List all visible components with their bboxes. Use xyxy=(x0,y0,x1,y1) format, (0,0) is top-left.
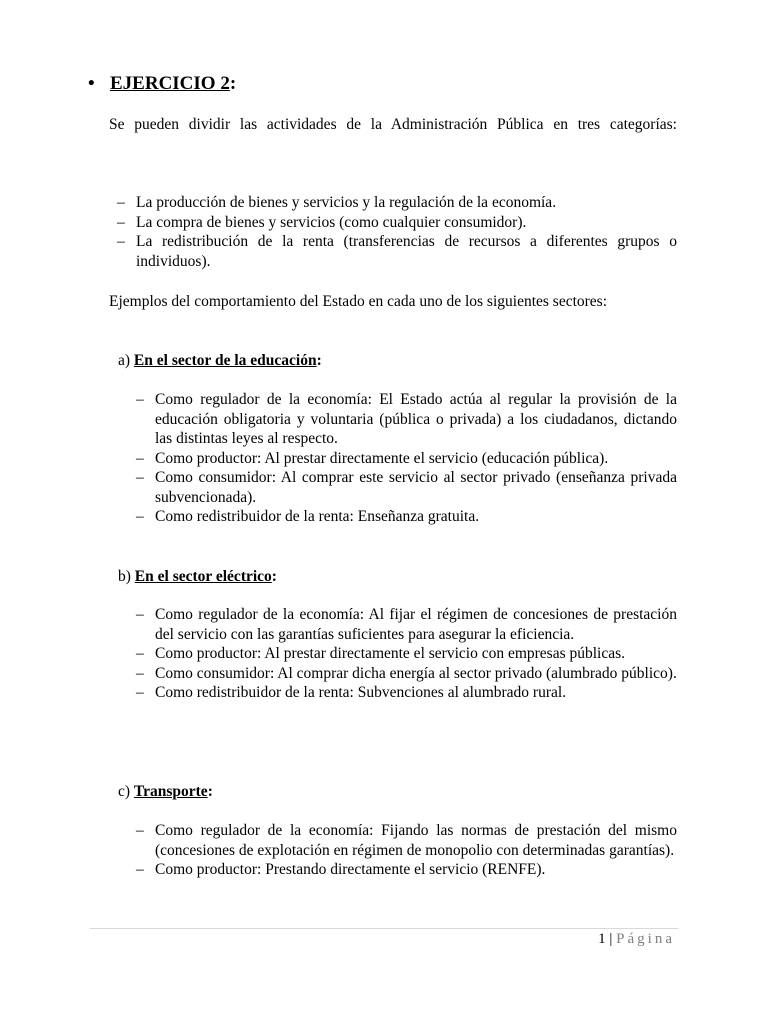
section-colon: : xyxy=(271,568,277,585)
page-label: Página xyxy=(616,931,675,947)
dash-marker: – xyxy=(136,861,144,878)
list-item xyxy=(136,664,677,684)
dash-marker: – xyxy=(117,233,125,250)
section-colon: : xyxy=(207,783,213,800)
dash-marker: – xyxy=(117,213,125,231)
list-item xyxy=(117,193,677,213)
dash-marker: – xyxy=(136,508,144,525)
section-title: En el sector eléctrico xyxy=(134,568,272,585)
electric-list xyxy=(136,605,677,703)
list-item-text: Como regulador de la economía: El Estado actúa al regular la provisión de la educación obligatoria y voluntaria (pública o privada) a los ciudadanos, dictando las distintas leyes al respecto. xyxy=(155,391,677,447)
categories-list xyxy=(117,193,677,271)
list-item-text: La producción de bienes y servicios y la regulación de la economía. xyxy=(136,194,557,211)
section-heading-electric xyxy=(118,567,277,587)
examples-intro-paragraph: Ejemplos del comportamiento del Estado en cada uno de los siguientes sectores: xyxy=(109,293,608,310)
list-item-text: Como regulador de la economía: Fijando las normas de prestación del mismo (concesiones de explotación en régimen de monopolio con determinadas garantías). xyxy=(155,822,677,859)
list-item-text: Como redistribuidor de la renta: Enseñanza gratuita. xyxy=(155,508,480,525)
title-colon: : xyxy=(229,73,237,94)
list-item xyxy=(136,605,677,644)
list-item xyxy=(136,507,677,527)
exercise-title xyxy=(88,72,236,96)
list-item-text: La compra de bienes y servicios (como cualquier consumidor). xyxy=(136,213,527,231)
dash-marker: – xyxy=(136,822,144,839)
dash-marker: – xyxy=(136,684,144,701)
section-letter: c) xyxy=(118,783,131,800)
list-item xyxy=(136,468,677,507)
transport-list xyxy=(136,821,677,880)
list-item xyxy=(136,821,677,860)
list-item-text: Como productor: Al prestar directamente el servicio con empresas públicas. xyxy=(155,645,626,662)
page-footer xyxy=(598,930,675,950)
section-heading-transport xyxy=(118,782,213,802)
dash-marker: – xyxy=(136,469,144,486)
list-item-text: Como consumidor: Al comprar este servicio al sector privado (enseñanza privada subvencionada). xyxy=(155,469,677,506)
education-list xyxy=(136,390,677,527)
list-item xyxy=(117,232,677,271)
section-title: Transporte xyxy=(133,783,208,800)
title-bullet: • xyxy=(88,73,95,94)
dash-marker: – xyxy=(136,645,144,662)
list-item xyxy=(117,213,677,233)
list-item xyxy=(136,449,677,469)
list-item xyxy=(136,683,677,703)
title-text: EJERCICIO 2 xyxy=(110,73,230,94)
dash-marker: – xyxy=(136,391,144,408)
section-letter: b) xyxy=(118,568,131,585)
section-colon: : xyxy=(316,352,322,369)
list-item-text: Como redistribuidor de la renta: Subvenciones al alumbrado rural. xyxy=(155,684,567,701)
section-letter: a) xyxy=(118,352,131,369)
footer-divider xyxy=(90,928,678,929)
section-heading-education xyxy=(118,351,322,371)
dash-marker: – xyxy=(136,606,144,623)
list-item-text: La redistribución de la renta (transferencias de recursos a diferentes grupos o individuos). xyxy=(136,233,677,270)
dash-marker: – xyxy=(136,664,144,682)
intro-paragraph: Se pueden dividir las actividades de la Administración Pública en tres categorías: xyxy=(109,116,677,133)
list-item-text: Como productor: Al prestar directamente el servicio (educación pública). xyxy=(155,449,609,467)
footer-separator: | xyxy=(609,931,613,947)
list-item-text: Como regulador de la economía: Al fijar el régimen de concesiones de prestación del servicio con las garantías suficientes para asegurar la eficiencia. xyxy=(155,606,677,643)
list-item-text: Como productor: Prestando directamente el servicio (RENFE). xyxy=(155,861,546,878)
list-item-text: Como consumidor: Al comprar dicha energía al sector privado (alumbrado público). xyxy=(155,664,677,682)
dash-marker: – xyxy=(136,449,144,467)
list-item xyxy=(136,644,677,664)
page-number: 1 xyxy=(598,931,606,947)
list-item xyxy=(136,390,677,449)
dash-marker: – xyxy=(117,194,125,211)
list-item xyxy=(136,860,677,880)
section-title: En el sector de la educación xyxy=(133,352,317,369)
